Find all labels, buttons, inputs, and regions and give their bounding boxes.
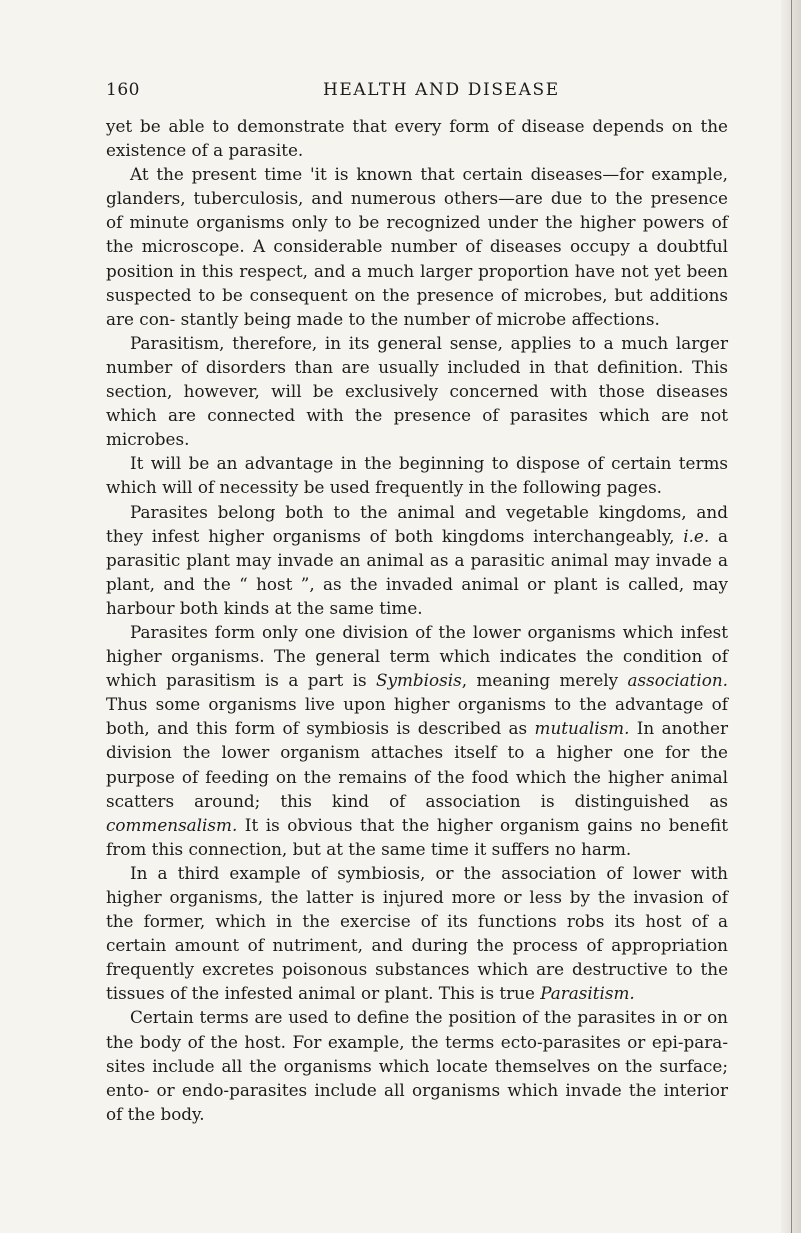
italic-term: i.e. xyxy=(683,525,710,546)
italic-term: Parasitism. xyxy=(540,983,635,1004)
paragraph-text: Thus some organisms live upon higher organisms to the advantage of both, and this form of symbiosis is described as xyxy=(106,694,728,739)
paragraph-text: In a third example of symbiosis, or the association of lower with higher organisms, the latter is injured more or less by the invasion of the former, which in the exercise of its functions robs its host of a certain amount of nutriment, and during the process of appropriation frequently excretes poisonous substances which are destructive to the tissues of the infested animal or plant. This is true xyxy=(106,862,728,1004)
italic-term: commensalism. xyxy=(106,814,238,835)
paragraph-text: Parasitism, therefore, in its general sense, applies to a much larger number of disorders than are usually included in that definition. This section, however, will be exclusively concerned with those diseases which are connected with the presence of parasites which are not microbes. xyxy=(106,332,728,450)
paragraph xyxy=(106,114,728,162)
paragraph-text: Parasites form only one division of the lower organisms which infest higher organisms. The general term which indicates the condition of which parasitism is a part is xyxy=(106,621,728,691)
paragraph xyxy=(106,451,728,499)
paragraph-text: Parasites belong both to the animal and vegetable kingdoms, and they infest higher organisms of both kingdoms interchangeably, xyxy=(106,501,728,546)
italic-term: association. xyxy=(627,670,728,691)
body-text xyxy=(106,114,728,1126)
page-edge-line xyxy=(791,0,792,1233)
paragraph-text: , meaning merely xyxy=(461,670,628,691)
italic-term: mutualism. xyxy=(534,718,630,739)
paragraph xyxy=(106,500,728,620)
paragraph-text: Certain terms are used to define the position of the parasites in or on the body of the host. For example, the terms ecto-parasites or epi-para- sites include all the organisms which locate themselves on the surface; ento- or endo-parasites include all organisms which invade the interior of the body. xyxy=(106,1007,728,1124)
paragraph xyxy=(106,331,728,451)
running-head xyxy=(106,80,726,110)
paragraph-text: It is obvious that the higher organism gains no benefit from this connection, but at the same time it suffers no harm. xyxy=(106,814,728,859)
paragraph-text: a parasitic plant may invade an animal as a parasitic animal may invade a plant, and the “ host ”, as the invaded animal or plant is called, may harbour both kinds at the same time. xyxy=(106,525,728,618)
paragraph xyxy=(106,861,728,1006)
paragraph-text: At the present time 'it is known that certain diseases—for example, glanders, tuberculosis, and numerous others—are due to the presence of minute organisms only to be recognized under the higher powers of the microscope. A considerable number of diseases occupy a doubtful position in this respect, and a much larger proportion have not yet been suspected to be consequent on the presence of microbes, but additions are con- stantly being made to the number of microbe affections. xyxy=(106,164,728,329)
paragraph-text: yet be able to demonstrate that every form of disease depends on the existence of a parasite. xyxy=(106,116,728,161)
paragraph xyxy=(106,620,728,861)
paragraph xyxy=(106,162,728,331)
running-title: HEALTH AND DISEASE xyxy=(323,80,560,100)
paragraph-text: In another division the lower organism attaches itself to a higher one for the purpose of feeding on the remains of the food which the higher animal scatters around; this kind of association is distinguished as xyxy=(106,718,729,811)
paragraph-text: It will be an advantage in the beginning to dispose of certain terms which will of necessity be used frequently in the following pages. xyxy=(106,453,728,498)
page-number: 160 xyxy=(106,80,140,100)
italic-term: Symbiosis xyxy=(376,670,462,691)
paragraph xyxy=(106,1005,728,1125)
